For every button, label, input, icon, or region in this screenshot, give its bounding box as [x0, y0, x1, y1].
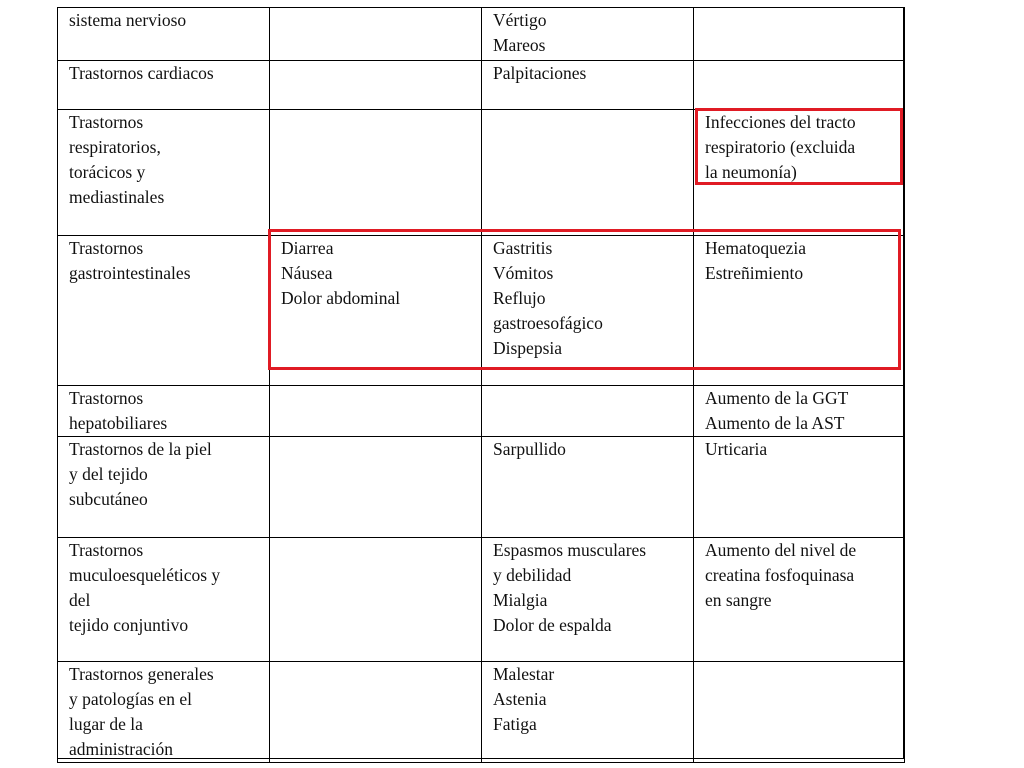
- frequency-cell: [482, 110, 694, 236]
- organ-class-cell: Trastornos respiratorios, torácicos y mediastinales: [58, 110, 270, 236]
- adverse-reactions-table: [57, 7, 905, 763]
- frequency-cell: Aumento de la GGT Aumento de la AST: [694, 386, 905, 437]
- frequency-cell: Malestar Astenia Fatiga: [482, 662, 694, 763]
- frequency-cell: Palpitaciones: [482, 61, 694, 110]
- frequency-cell: Infecciones del tracto respiratorio (excluida la neumonía): [694, 110, 905, 236]
- frequency-cell: [482, 386, 694, 437]
- frequency-cell: Aumento del nivel de creatina fosfoquinasa en sangre: [694, 538, 905, 662]
- frequency-cell: [270, 8, 482, 61]
- table-row: [58, 61, 905, 110]
- organ-class-cell: Trastornos gastrointestinales: [58, 236, 270, 386]
- frequency-cell: Urticaria: [694, 437, 905, 538]
- frequency-cell: Vértigo Mareos: [482, 8, 694, 61]
- frequency-cell: [270, 662, 482, 763]
- frequency-cell: Espasmos musculares y debilidad Mialgia Dolor de espalda: [482, 538, 694, 662]
- table-row: [58, 110, 905, 236]
- frequency-cell: [270, 386, 482, 437]
- organ-class-cell: Trastornos generales y patologías en el lugar de la administración: [58, 662, 270, 763]
- frequency-cell: Gastritis Vómitos Reflujo gastroesofágico Dispepsia: [482, 236, 694, 386]
- table-row: [58, 538, 905, 662]
- table-row: [58, 8, 905, 61]
- frequency-cell: Hematoquezia Estreñimiento: [694, 236, 905, 386]
- organ-class-cell: Trastornos muculoesqueléticos y del tejido conjuntivo: [58, 538, 270, 662]
- frequency-cell: Sarpullido: [482, 437, 694, 538]
- table-row: [58, 236, 905, 386]
- frequency-cell: [694, 662, 905, 763]
- frequency-cell: [270, 538, 482, 662]
- organ-class-cell: Trastornos cardiacos: [58, 61, 270, 110]
- frequency-cell: [270, 437, 482, 538]
- table-row: [58, 386, 905, 437]
- organ-class-cell: Trastornos de la piel y del tejido subcutáneo: [58, 437, 270, 538]
- frequency-cell: [694, 61, 905, 110]
- table-row: [58, 662, 905, 763]
- frequency-cell: Diarrea Náusea Dolor abdominal: [270, 236, 482, 386]
- organ-class-cell: Trastornos hepatobiliares: [58, 386, 270, 437]
- frequency-cell: [270, 110, 482, 236]
- table-row: [58, 437, 905, 538]
- frequency-cell: [270, 61, 482, 110]
- organ-class-cell: sistema nervioso: [58, 8, 270, 61]
- frequency-cell: [694, 8, 905, 61]
